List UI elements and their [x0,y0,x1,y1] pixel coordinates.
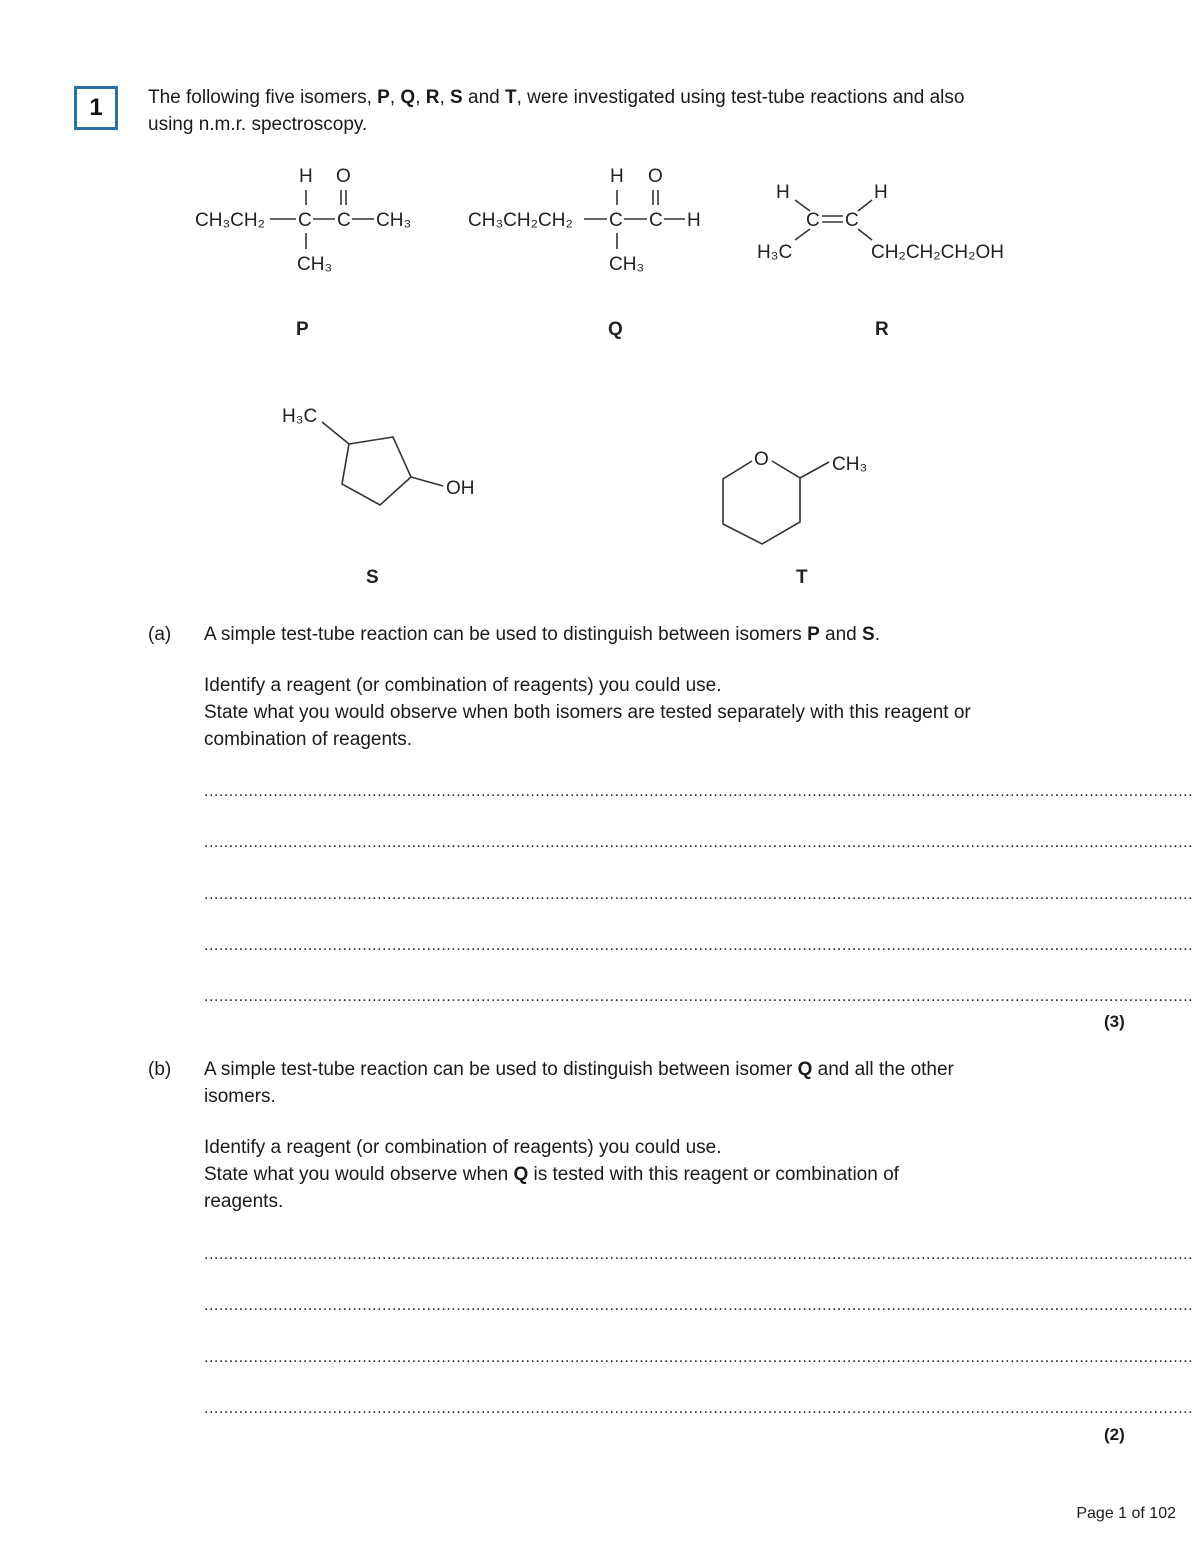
r-bottom-left: H₃C [757,242,793,263]
q-bottom-group: CH₃ [609,254,645,275]
r-h-left: H [776,182,790,203]
p-c1: C [298,210,312,231]
r-h-right: H [874,182,888,203]
part-a-instructions: Identify a reagent (or combination of reagents) you could use. State what you would observe when both isomers are tested separately with this reagent or combination of reagents. [204,675,971,750]
r-c1: C [806,210,820,231]
question-number: 1 [74,86,118,130]
part-b-letter: (b) [148,1059,172,1080]
t-methyl: CH₃ [832,454,868,475]
intro-line-1: The following five isomers, P, Q, R, S and T, were investigated using test-tube reactions and also [148,87,965,108]
s-ring [342,437,411,505]
part-b-question: A simple test-tube reaction can be used to distinguish between isomer Q and all the other isomers. [204,1059,954,1107]
part-b-marks: (2) [1104,1425,1125,1444]
part-b-answer-line-1[interactable]: ........................................................................................................................................................................................................ [204,1246,1194,1263]
p-h-atom: H [299,166,313,187]
p-right-group: CH₃ [376,210,412,231]
part-a-answer-line-2[interactable]: ........................................................................................................................................................................................................ [204,834,1194,851]
part-b-answer-line-2[interactable]: ........................................................................................................................................................................................................ [204,1297,1194,1314]
t-ring-o: O [754,449,769,470]
s-bond-methyl [322,422,349,444]
part-a-marks: (3) [1104,1012,1125,1031]
part-b-answer-line-3[interactable]: ........................................................................................................................................................................................................ [204,1349,1194,1366]
t-bond-methyl [800,462,829,478]
q-right-atom: H [687,210,701,231]
t-label: T [796,567,808,588]
p-label: P [296,319,309,340]
structure-r [757,182,1004,340]
r-bond-ch3 [795,229,810,240]
part-b-answer-line-4[interactable]: ........................................................................................................................................................................................................ [204,1400,1194,1417]
q-c2: C [649,210,663,231]
structure-q [468,166,701,340]
p-bottom-group: CH₃ [297,254,333,275]
p-left-group: CH₃CH₂ [195,210,265,231]
q-o-atom: O [648,166,663,187]
structure-t [723,449,867,588]
part-a-answer-line-5[interactable]: ........................................................................................................................................................................................................ [204,988,1194,1005]
s-bond-oh [411,477,443,486]
q-left-group: CH₃CH₂CH₂ [468,210,573,231]
q-label: Q [608,319,623,340]
p-c2: C [337,210,351,231]
part-a-answer-line-3[interactable]: ........................................................................................................................................................................................................ [204,886,1194,903]
p-o-atom: O [336,166,351,187]
s-methyl: H₃C [282,406,318,427]
q-h-atom: H [610,166,624,187]
q-c1: C [609,210,623,231]
intro-line-2: using n.m.r. spectroscopy. [148,114,368,135]
r-c2: C [845,210,859,231]
part-a-answer-line-1[interactable]: ........................................................................................................................................................................................................ [204,783,1194,800]
structure-s [282,406,475,588]
s-hydroxyl: OH [446,478,475,499]
r-label: R [875,319,889,340]
s-label: S [366,567,379,588]
r-bottom-right: CH₂CH₂CH₂OH [871,242,1004,263]
t-ring [723,461,800,544]
r-bond-h-right [858,200,872,211]
part-a-letter: (a) [148,624,172,645]
page-number: Page 1 of 102 [1076,1505,1176,1522]
structure-p [195,166,411,340]
r-bond-chain [858,229,872,240]
isomer-structures [0,0,1200,600]
part-a-question: A simple test-tube reaction can be used to distinguish between isomers P and S. [204,624,880,645]
part-a-answer-line-4[interactable]: ........................................................................................................................................................................................................ [204,937,1194,954]
part-b-instructions: Identify a reagent (or combination of reagents) you could use. State what you would observe when Q is tested with this reagent or combination of reagents. [204,1137,899,1212]
